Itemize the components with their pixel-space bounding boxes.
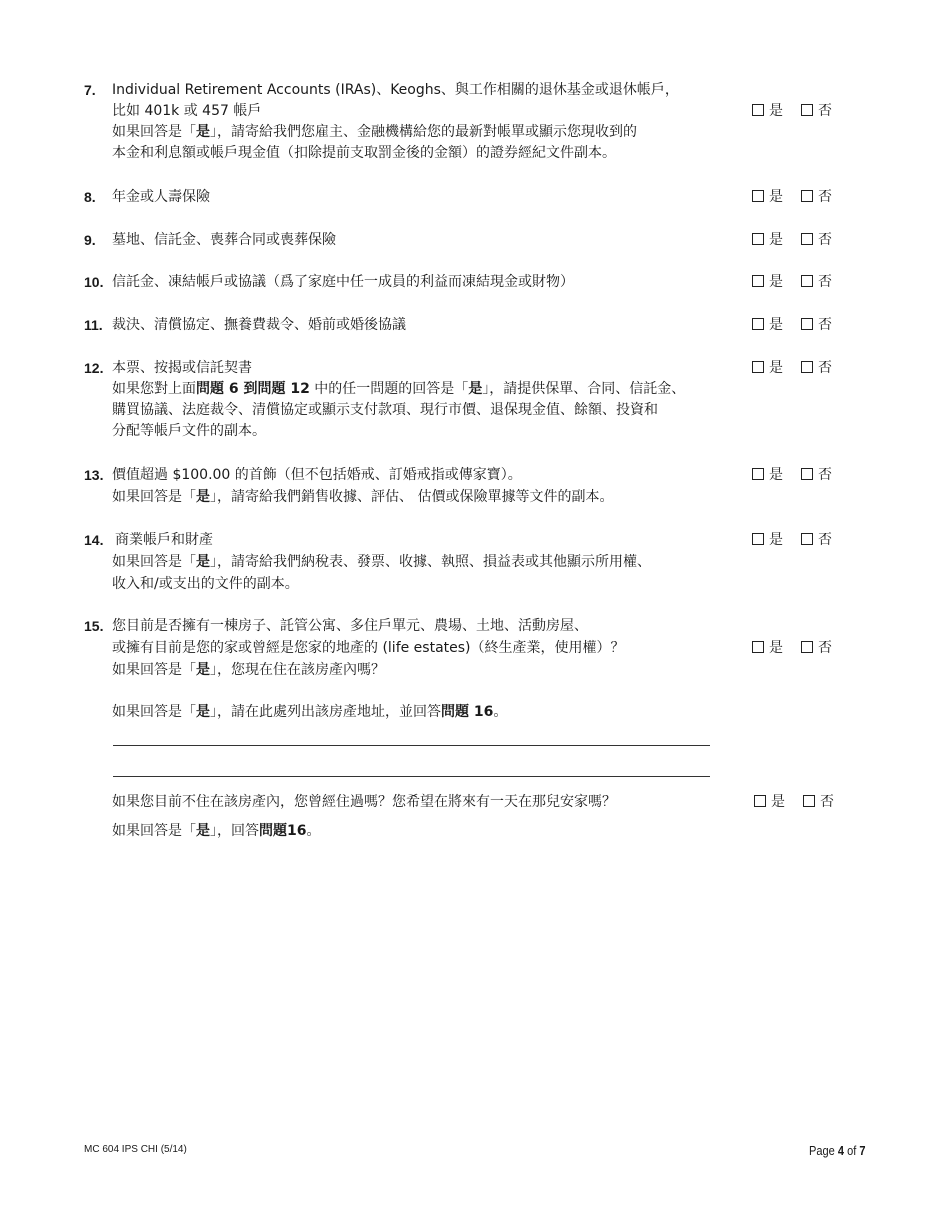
question-text: 您目前是否擁有一棟房子、託管公寓、多住戶單元、農場、土地、活動房屋、 xyxy=(112,618,588,634)
instruction-text: 分配等帳戶文件的副本。 xyxy=(112,423,266,439)
yes-no-options xyxy=(752,315,832,336)
instruction-text: 如果回答是「是」，請寄給我們納稅表、發票、收據、執照、損益表或其他顯示所用權、 xyxy=(112,554,651,570)
question-text: 價值超過 $100.00 的首飾（但不包括婚戒、訂婚戒指或傳家寶）。 xyxy=(112,467,522,483)
instruction-text: 如果回答是「是」，回答問題16。 xyxy=(112,823,321,839)
question-number: 15. xyxy=(84,618,104,634)
question-text: 如果回答是「是」，您現在住在該房產內嗎？ xyxy=(112,662,385,678)
form-id: MC 604 IPS CHI (5/14) xyxy=(84,1144,187,1155)
instruction-text: 購買協議、法庭裁令、清償協定或顯示支付款項、現行市價、退保現金值、餘額、投資和 xyxy=(112,402,658,418)
no-checkbox[interactable]: 否 xyxy=(801,274,832,290)
no-checkbox[interactable]: 否 xyxy=(801,532,832,548)
no-checkbox[interactable]: 否 xyxy=(801,317,832,333)
yes-checkbox[interactable]: 是 xyxy=(754,794,785,810)
question-number: 10. xyxy=(84,274,104,290)
no-checkbox[interactable]: 否 xyxy=(801,232,832,248)
instruction-text: 如果您對上面問題 6 到問題 12 中的任一問題的回答是「是」，請提供保單、合同、信託金、 xyxy=(112,381,686,397)
instruction-text: 如果回答是「是」，請寄給我們您雇主、金融機構給您的最新對帳單或顯示您現收到的 xyxy=(112,124,637,140)
question-text: 裁決、清償協定、撫養費裁令、婚前或婚後協議 xyxy=(112,317,406,333)
question-text: 信託金、凍結帳戶或協議（爲了家庭中任一成員的利益而凍結現金或財物） xyxy=(112,274,574,290)
instruction-text: 如果回答是「是」，請在此處列出該房產地址，並回答問題 16。 xyxy=(112,704,508,720)
yes-checkbox[interactable]: 是 xyxy=(752,360,783,376)
no-checkbox[interactable]: 否 xyxy=(803,794,834,810)
yes-no-options xyxy=(752,230,832,251)
question-text: Individual Retirement Accounts (IRAs)、Keoghs、與工作相關的退休基金或退休帳戶， xyxy=(112,82,679,98)
yes-no-options xyxy=(752,465,832,486)
question-text: 或擁有目前是您的家或曾經是您家的地產的 (life estates)（終生產業，使用權）？ xyxy=(112,640,625,656)
address-line-2[interactable] xyxy=(113,776,710,777)
question-number: 7. xyxy=(84,82,96,98)
no-checkbox[interactable]: 否 xyxy=(801,189,832,205)
yes-checkbox[interactable]: 是 xyxy=(752,232,783,248)
question-text: 商業帳戶和財產 xyxy=(115,532,213,548)
page-indicator: Page 4 of 7 xyxy=(809,1143,866,1158)
no-checkbox[interactable]: 否 xyxy=(801,467,832,483)
yes-no-options xyxy=(752,272,832,293)
instruction-text: 收入和/或支出的文件的副本。 xyxy=(112,576,299,592)
yes-no-options xyxy=(752,358,832,379)
question-number: 9. xyxy=(84,232,96,248)
yes-checkbox[interactable]: 是 xyxy=(752,640,783,656)
question-text: 墓地、信託金、喪葬合同或喪葬保險 xyxy=(112,232,336,248)
yes-no-options xyxy=(752,530,832,551)
question-number: 11. xyxy=(84,317,103,333)
address-line-1[interactable] xyxy=(113,745,710,746)
question-number: 13. xyxy=(84,467,104,483)
question-number: 14. xyxy=(84,532,104,548)
instruction-text: 如果回答是「是」，請寄給我們銷售收據、評估、 估價或保險單據等文件的副本。 xyxy=(112,489,614,505)
instruction-text: 本金和利息額或帳戶現金值（扣除提前支取罰金後的金額）的證券經紀文件副本。 xyxy=(112,145,616,161)
no-checkbox[interactable]: 否 xyxy=(801,640,832,656)
question-number: 12. xyxy=(84,360,104,376)
yes-checkbox[interactable]: 是 xyxy=(752,103,783,119)
question-text: 年金或人壽保險 xyxy=(112,189,210,205)
yes-no-options xyxy=(752,101,832,122)
question-number: 8. xyxy=(84,189,96,205)
yes-checkbox[interactable]: 是 xyxy=(752,532,783,548)
yes-checkbox[interactable]: 是 xyxy=(752,317,783,333)
yes-checkbox[interactable]: 是 xyxy=(752,467,783,483)
question-text: 比如 401k 或 457 帳戶 xyxy=(112,103,262,119)
yes-checkbox[interactable]: 是 xyxy=(752,189,783,205)
yes-checkbox[interactable]: 是 xyxy=(752,274,783,290)
yes-no-options xyxy=(754,792,834,813)
no-checkbox[interactable]: 否 xyxy=(801,103,832,119)
question-text: 本票、按揭或信託契書 xyxy=(112,360,252,376)
yes-no-options xyxy=(752,638,832,659)
no-checkbox[interactable]: 否 xyxy=(801,360,832,376)
question-text: 如果您目前不住在該房產內，您曾經住過嗎？您希望在將來有一天在那兒安家嗎？ xyxy=(112,794,616,810)
yes-no-options xyxy=(752,187,832,208)
